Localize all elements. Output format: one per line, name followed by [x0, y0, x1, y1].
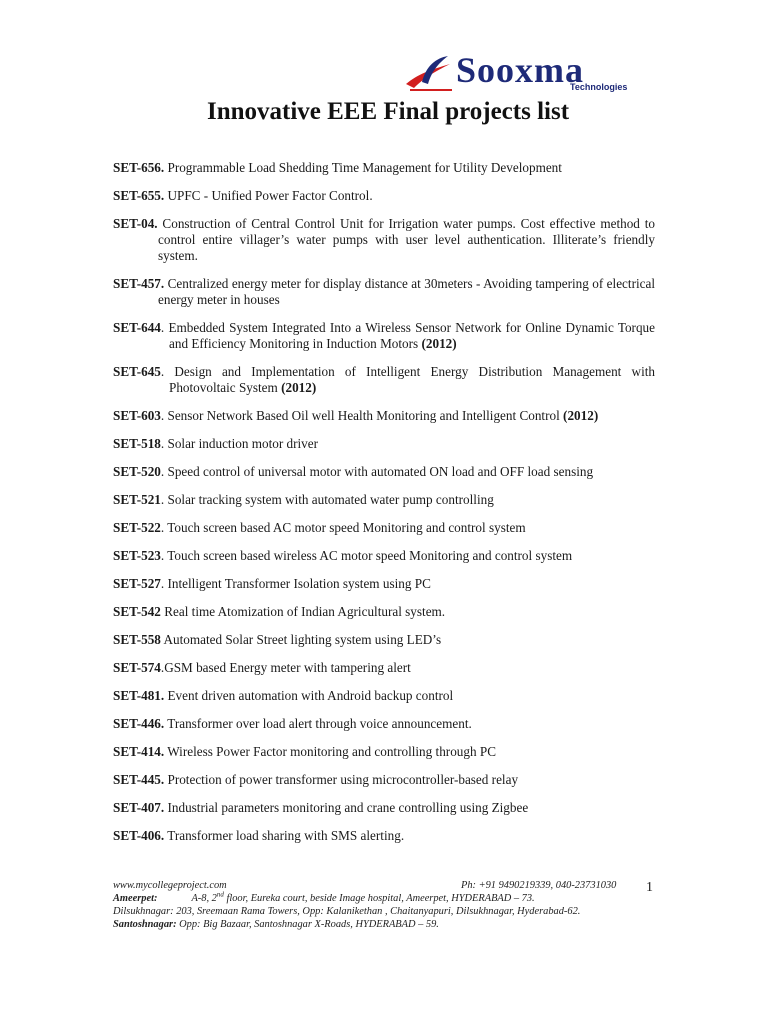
project-code: SET-520 — [113, 464, 161, 479]
project-description: . Sensor Network Based Oil well Health Monitoring and Intelligent Control — [160, 408, 564, 423]
santoshnagar-label: Santoshnagar: — [113, 919, 177, 930]
footer-phone: Ph: +91 9490219339, 040-23731030 — [461, 880, 617, 891]
project-code: SET-523 — [113, 548, 161, 563]
project-item — [113, 188, 655, 204]
project-description: . Solar induction motor driver — [160, 436, 319, 451]
project-description: . Speed control of universal motor with automated ON load and OFF load sensing — [160, 464, 594, 479]
project-item — [113, 744, 655, 760]
project-code: SET-407. — [113, 800, 165, 815]
project-code: SET-574 — [113, 660, 161, 675]
project-item — [113, 604, 655, 620]
project-item — [113, 320, 655, 352]
project-code: SET-645 — [113, 364, 161, 379]
logo-subtitle: Technologies — [570, 82, 628, 92]
footer — [113, 879, 658, 931]
project-item — [113, 548, 655, 564]
project-code: SET-527 — [113, 576, 161, 591]
project-description: Industrial parameters monitoring and crane controlling using Zigbee — [164, 800, 529, 815]
project-item — [113, 688, 655, 704]
project-description: .GSM based Energy meter with tampering alert — [160, 660, 411, 675]
project-description: UPFC - Unified Power Factor Control. — [164, 188, 373, 203]
footer-dilsukhnagar: Dilsukhnagar: 203, Sreemaan Rama Towers, Opp: Kalanikethan , Chaitanyapuri, Dilsukhnagar, Hyderabad-62. — [113, 906, 581, 917]
project-code: SET-481. — [113, 688, 165, 703]
project-description: Real time Atomization of Indian Agricultural system. — [160, 604, 446, 619]
project-code: SET-644 — [113, 320, 161, 335]
project-description: Event driven automation with Android backup control — [164, 688, 454, 703]
footer-website: www.mycollegeproject.com — [113, 880, 227, 891]
project-code: SET-542 — [113, 604, 161, 619]
project-description: Transformer load sharing with SMS alerting. — [164, 828, 405, 843]
project-description: . Solar tracking system with automated water pump controlling — [160, 492, 494, 507]
ameerpet-address-a: A-8, 2 — [191, 893, 217, 904]
logo-swoosh-icon — [400, 44, 460, 96]
project-item — [113, 216, 655, 264]
footer-santoshnagar — [113, 918, 658, 931]
project-item — [113, 520, 655, 536]
project-item — [113, 800, 655, 816]
project-description: . Intelligent Transformer Isolation system using PC — [160, 576, 431, 591]
project-item — [113, 660, 655, 676]
project-item — [113, 408, 655, 424]
project-description: Transformer over load alert through voice announcement. — [164, 716, 472, 731]
project-description: Protection of power transformer using microcontroller-based relay — [164, 772, 519, 787]
project-item — [113, 828, 655, 844]
project-item — [113, 772, 655, 788]
project-code: SET-518 — [113, 436, 161, 451]
logo-wordmark: Sooxma — [456, 50, 585, 90]
project-code: SET-603 — [113, 408, 161, 423]
project-code: SET-406. — [113, 828, 165, 843]
project-item — [113, 364, 655, 396]
project-year: (2012) — [563, 408, 599, 423]
project-item — [113, 436, 655, 452]
project-item — [113, 492, 655, 508]
project-year: (2012) — [281, 380, 317, 395]
project-item — [113, 576, 655, 592]
project-description: . Design and Implementation of Intelligent Energy Distribution Management with Photovoltaic System — [160, 364, 655, 395]
ameerpet-label: Ameerpet: — [113, 893, 158, 904]
project-code: SET-414. — [113, 744, 165, 759]
project-item — [113, 464, 655, 480]
project-code: SET-656. — [113, 160, 165, 175]
project-code: SET-522 — [113, 520, 161, 535]
project-item — [113, 632, 655, 648]
project-description: Construction of Central Control Unit for Irrigation water pumps. Cost effective method to control entire villager’s water pumps with user level authentication. Illiterate’s friendly system. — [157, 216, 655, 263]
project-code: SET-445. — [113, 772, 165, 787]
ameerpet-address-sup: nd — [216, 890, 224, 899]
project-description: Automated Solar Street lighting system using LED’s — [160, 632, 442, 647]
project-year: (2012) — [421, 336, 457, 351]
project-code: SET-558 — [113, 632, 161, 647]
project-description: Wireless Power Factor monitoring and controlling through PC — [164, 744, 496, 759]
page-title: Innovative EEE Final projects list — [206, 98, 570, 125]
page-number: 1 — [646, 880, 653, 895]
project-description: Programmable Load Shedding Time Management for Utility Development — [164, 160, 562, 175]
project-code: SET-521 — [113, 492, 161, 507]
project-code: SET-457. — [113, 276, 165, 291]
santoshnagar-address: Opp: Big Bazaar, Santoshnagar X-Roads, HYDERABAD – 59. — [176, 919, 439, 930]
project-description: . Touch screen based wireless AC motor speed Monitoring and control system — [160, 548, 573, 563]
project-code: SET-446. — [113, 716, 165, 731]
project-code: SET-655. — [113, 188, 165, 203]
project-code: SET-04. — [113, 216, 158, 231]
project-item — [113, 160, 655, 176]
company-logo — [400, 44, 656, 96]
project-description: . Touch screen based AC motor speed Monitoring and control system — [160, 520, 526, 535]
ameerpet-address-b: floor, Eureka court, beside Image hospital, Ameerpet, HYDERABAD – 73. — [223, 893, 535, 904]
footer-ameerpet — [113, 892, 658, 905]
project-description: Centralized energy meter for display distance at 30meters - Avoiding tampering of electrical energy meter in houses — [158, 276, 655, 307]
project-item — [113, 276, 655, 308]
projects-list — [113, 160, 655, 856]
project-description: . Embedded System Integrated Into a Wireless Sensor Network for Online Dynamic Torque and Efficiency Monitoring in Induction Motors — [160, 320, 655, 351]
project-item — [113, 716, 655, 732]
